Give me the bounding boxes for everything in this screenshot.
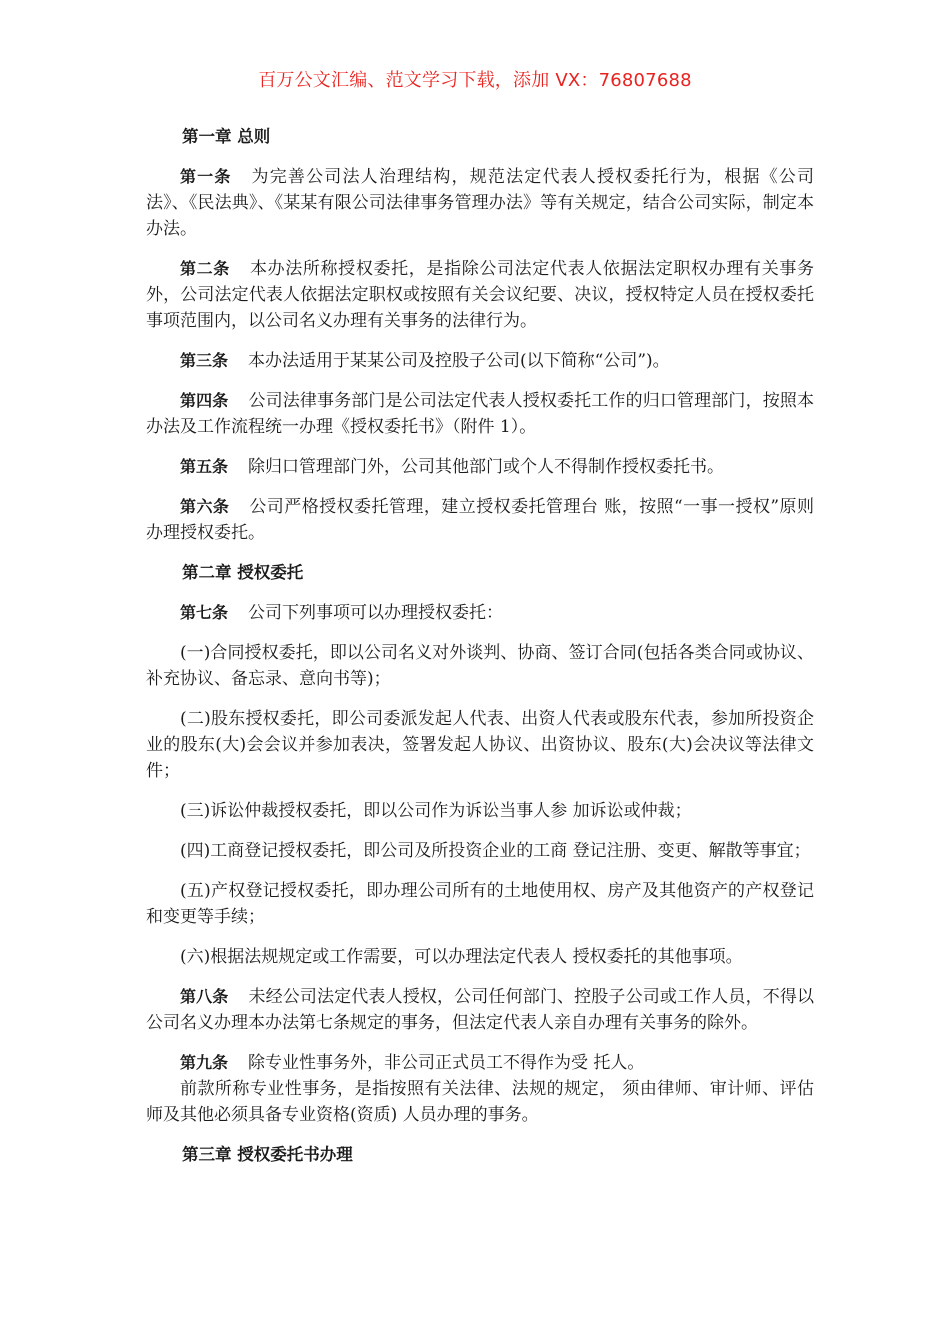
article-label: 第七条 xyxy=(180,603,229,622)
watermark-header: 百万公文汇编、范文学习下载，添加 VX：76807688 xyxy=(258,70,692,91)
article-label: 第八条 xyxy=(180,987,229,1006)
chapter-2-heading: 第二章 授权委托 xyxy=(182,563,304,582)
chapter-3-heading: 第三章 授权委托书办理 xyxy=(182,1145,353,1164)
article-label: 第二条 xyxy=(180,259,230,278)
article-6 xyxy=(146,494,814,546)
article-label: 第一条 xyxy=(180,167,232,186)
article-9 xyxy=(146,1050,814,1076)
article-label: 第九条 xyxy=(180,1053,229,1072)
article-5 xyxy=(146,454,814,480)
article-text: 本办法所称授权委托，是指除公司法定代表人依据法定职权办理有关事务外，公司法定代表人依据法定职权或按照有关会议纪要、决议，授权特定人员在授权委托事项范围内，以公司名义办理有关事务的法律行为。 xyxy=(146,259,814,331)
list-item: (六)根据法规规定或工作需要，可以办理法定代表人 授权委托的其他事项。 xyxy=(180,947,743,967)
article-9-note: 前款所称专业性事务，是指按照有关法律、法规的规定， 须由律师、审计师、评估师及其他必须具备专业资格(资质) 人员办理的事务。 xyxy=(146,1079,814,1125)
article-text: 公司严格授权委托管理，建立授权委托管理台 账，按照“一事一授权”原则办理授权委托。 xyxy=(146,497,814,543)
chapter-1-heading: 第一章 总则 xyxy=(182,127,271,146)
article-text: 公司法律事务部门是公司法定代表人授权委托工作的归口管理部门，按照本办法及工作流程统一办理《授权委托书》（附件 1）。 xyxy=(146,391,814,437)
document-body xyxy=(146,124,814,1182)
article-text: 公司下列事项可以办理授权委托： xyxy=(248,603,504,623)
article-7 xyxy=(146,600,814,626)
list-item: (二)股东授权委托，即公司委派发起人代表、出资人代表或股东代表，参加所投资企业的股东(大)会会议并参加表决，签署发起人协议、出资协议、股东(大)会决议等法律文件； xyxy=(146,709,814,781)
article-text: 除专业性事务外，非公司正式员工不得作为受 托人。 xyxy=(248,1053,645,1073)
article-1 xyxy=(146,164,814,242)
article-label: 第四条 xyxy=(180,391,229,410)
article-text: 本办法适用于某某公司及控股子公司(以下简称“公司”)。 xyxy=(248,351,670,371)
article-text: 为完善公司法人治理结构，规范法定代表人授权委托行为，根据《公司法》、《民法典》、《某某有限公司法律事务管理办法》等有关规定，结合公司实际，制定本办法。 xyxy=(146,167,814,239)
article-label: 第五条 xyxy=(180,457,229,476)
article-3 xyxy=(146,348,814,374)
list-item: (三)诉讼仲裁授权委托，即以公司作为诉讼当事人参 加诉讼或仲裁； xyxy=(180,801,692,821)
list-item: (一)合同授权委托，即以公司名义对外谈判、协商、签订合同(包括各类合同或协议、补充协议、备忘录、意向书等)； xyxy=(146,643,814,689)
article-4 xyxy=(146,388,814,440)
list-item: (四)工商登记授权委托，即公司及所投资企业的工商 登记注册、变更、解散等事宜； xyxy=(180,841,811,861)
list-item: (五)产权登记授权委托，即办理公司所有的土地使用权、房产及其他资产的产权登记和变更等手续； xyxy=(146,881,814,927)
article-text: 除归口管理部门外，公司其他部门或个人不得制作授权委托书。 xyxy=(248,457,725,477)
article-text: 未经公司法定代表人授权，公司任何部门、控股子公司或工作人员，不得以公司名义办理本办法第七条规定的事务，但法定代表人亲自办理有关事务的除外。 xyxy=(146,987,814,1033)
article-2 xyxy=(146,256,814,334)
article-label: 第六条 xyxy=(180,497,230,516)
article-label: 第三条 xyxy=(180,351,229,370)
article-8 xyxy=(146,984,814,1036)
